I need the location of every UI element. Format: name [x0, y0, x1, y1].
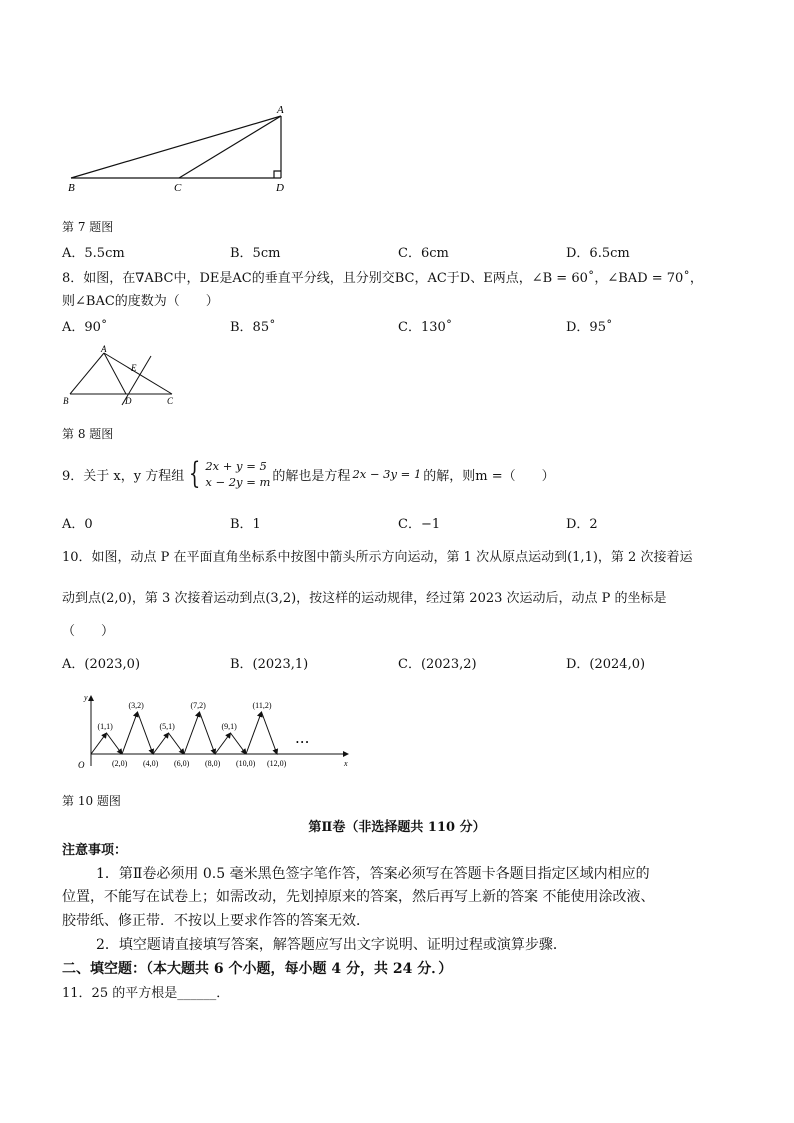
q8-option-a: A．90˚	[62, 320, 108, 335]
fig10-caption: 第 10 题图	[62, 794, 121, 808]
fig10-move-arrow	[138, 712, 154, 754]
q7-option-d: D．6.5cm	[566, 246, 630, 261]
fig10-ellipsis: • • •	[296, 738, 309, 747]
fig10-top-point-label: (3,2)	[128, 701, 144, 710]
fig8-label-c: C	[167, 396, 174, 406]
q9-middle: 的解也是方程	[272, 468, 351, 484]
fig10-move-arrow	[153, 733, 169, 754]
fig10-move-arrow	[107, 733, 123, 754]
q10-option-d: D．(2024,0)	[566, 657, 646, 672]
q11-text: 11．25 的平方根是______．	[62, 986, 230, 1001]
fig8-label-d: D	[125, 396, 132, 406]
q9-option-b: B．1	[230, 517, 261, 532]
fig7-label-d: D	[276, 182, 284, 194]
notice-title: 注意事项：	[62, 843, 128, 858]
fig10-top-point-label: (9,1)	[221, 722, 237, 731]
fig10-top-point-label: (11,2)	[252, 701, 272, 710]
fig10-bottom-point-label: (10,0)	[236, 759, 256, 768]
q10-option-b: B．(2023,1)	[230, 657, 309, 672]
q9-option-a: A．0	[62, 517, 93, 532]
fig10-top-point-label: (5,1)	[159, 722, 175, 731]
fig10-bottom-point-label: (8,0)	[205, 759, 221, 768]
fig7-label-b: B	[68, 182, 75, 194]
q8-text-line1: 8．如图，在∇ABC中，DE是AC的垂直平分线，且分别交BC，AC于D、E两点，∠B = 60˚，∠BAD = 70˚，	[62, 271, 703, 286]
fig7-segment-ac	[179, 116, 281, 178]
fig10-bottom-point-label: (6,0)	[174, 759, 190, 768]
fig8-segment-ac	[104, 353, 172, 394]
fig10-top-point-label: (7,2)	[190, 701, 206, 710]
fig8-label-e: E	[131, 363, 137, 373]
q7-option-c: C．6cm	[398, 246, 449, 261]
section2-title: 第Ⅱ卷（非选择题共 110 分）	[308, 820, 486, 835]
fig10-move-arrow	[231, 733, 247, 754]
fig10-bottom-point-label: (12,0)	[267, 759, 287, 768]
figure-7	[60, 100, 320, 195]
fig7-label-c: C	[174, 182, 182, 194]
fig10-x-label: x	[344, 759, 348, 768]
q8-option-d: D．95˚	[566, 320, 613, 335]
fig10-bottom-point-label: (2,0)	[112, 759, 128, 768]
q9-system-brace: {	[189, 456, 201, 491]
q9-equation-3: 2x − 3y = 1	[352, 467, 422, 481]
q9-prefix: 9．关于 x，y 方程组	[62, 468, 185, 484]
q9-option-c: C．−1	[398, 517, 441, 532]
figure-10	[60, 688, 355, 778]
q8-text-line2: 则∠BAC的度数为（ ）	[62, 294, 219, 309]
fig8-segment-ab	[70, 353, 104, 394]
q9-option-d: D．2	[566, 517, 598, 532]
fig7-segment-ab	[71, 116, 281, 178]
q7-option-a: A．5.5cm	[62, 246, 125, 261]
q10-option-c: C．(2023,2)	[398, 657, 477, 672]
fig10-move-arrow	[91, 733, 107, 754]
q8-option-c: C．130˚	[398, 320, 453, 335]
fig10-bottom-point-label: (4,0)	[143, 759, 159, 768]
q9-question	[62, 456, 555, 492]
fig10-move-arrow	[169, 733, 185, 754]
notice1-line3: 胶带纸、修正带．不按以上要求作答的答案无效．	[62, 913, 370, 929]
fig10-move-arrow	[262, 712, 278, 754]
fig7-caption: 第 7 题图	[62, 220, 114, 234]
q9-equation-system	[205, 458, 270, 490]
fig10-path	[91, 712, 277, 754]
fig10-move-arrow	[246, 712, 262, 754]
fig10-y-label: y	[84, 693, 88, 702]
figure-8	[60, 343, 185, 411]
fig8-label-b: B	[63, 396, 69, 406]
fig10-move-arrow	[122, 712, 138, 754]
q10-text-line3: （ ）	[62, 624, 115, 639]
q7-option-b: B．5cm	[230, 246, 281, 261]
fill-section-title: 二、填空题：（本大题共 6 个小题，每小题 4 分，共 24 分．）	[62, 961, 453, 977]
fig10-move-arrow	[184, 712, 200, 754]
notice1-line1: 1．第Ⅱ卷必须用 0.5 毫米黑色签字笔作答，答案必须写在答题卡各题目指定区域内相应的	[96, 866, 650, 882]
q9-equation-2: x − 2y = m	[205, 475, 271, 489]
q10-text-line2: 动到点(2,0)，第 3 次接着运动到点(3,2)，按这样的运动规律，经过第 2023 次运动后，动点 P 的坐标是	[62, 591, 667, 606]
fig8-caption: 第 8 题图	[62, 427, 114, 441]
fig10-move-arrow	[200, 712, 216, 754]
fig10-move-arrow	[215, 733, 231, 754]
q9-suffix: 的解，则m =（ ）	[423, 468, 555, 484]
notice1-line2: 位置，不能写在试卷上；如需改动，先划掉原来的答案，然后再写上新的答案 不能使用涂改液、	[62, 889, 655, 905]
fig10-origin-label: O	[78, 760, 85, 770]
notice2: 2．填空题请直接填写答案，解答题应写出文字说明、证明过程或演算步骤．	[96, 937, 567, 953]
fig7-label-a: A	[277, 104, 284, 116]
q10-option-a: A．(2023,0)	[62, 657, 141, 672]
fig10-top-point-label: (1,1)	[97, 722, 113, 731]
q10-text-line1: 10．如图，动点 P 在平面直角坐标系中按图中箭头所示方向运动，第 1 次从原点运动到(1,1)，第 2 次接着运	[62, 550, 693, 565]
fig8-label-a: A	[101, 344, 107, 354]
q9-equation-1: 2x + y = 5	[205, 459, 267, 473]
q8-option-b: B．85˚	[230, 320, 276, 335]
fig7-right-angle-mark	[274, 171, 281, 178]
